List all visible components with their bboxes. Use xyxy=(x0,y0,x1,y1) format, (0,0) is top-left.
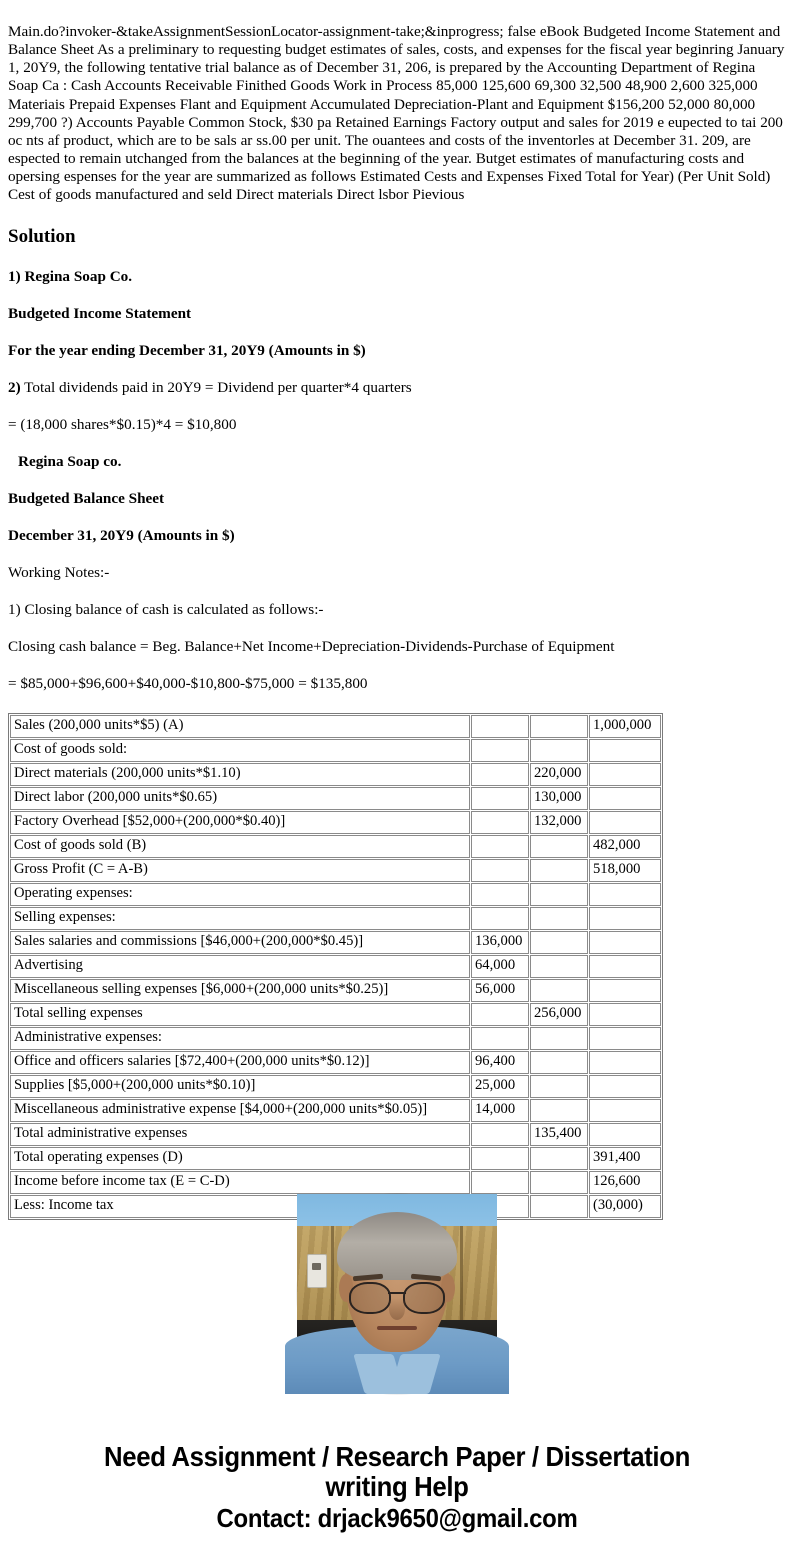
photo-eyeglass-right xyxy=(403,1282,445,1314)
row-amount-col2 xyxy=(530,955,588,978)
row-label-cell: Office and officers salaries [$72,400+(200,000 units*$0.12)] xyxy=(10,1051,470,1074)
solution-item-2-number: 2) xyxy=(8,378,21,396)
row-amount-col3 xyxy=(589,1123,661,1146)
row-amount-col1 xyxy=(471,1171,529,1194)
row-label-cell: Miscellaneous administrative expense [$4,000+(200,000 units*$0.05)] xyxy=(10,1099,470,1122)
row-amount-col3: 518,000 xyxy=(589,859,661,882)
row-amount-col2: 135,400 xyxy=(530,1123,588,1146)
promo-contact: Contact: drjack9650@gmail.com xyxy=(216,1502,578,1533)
row-amount-col2 xyxy=(530,979,588,1002)
row-amount-col3 xyxy=(589,955,661,978)
row-amount-col2 xyxy=(530,1171,588,1194)
table-row xyxy=(10,883,661,906)
solution-item-1-text: Regina Soap Co. xyxy=(20,267,133,285)
table-row xyxy=(10,1099,661,1122)
row-amount-col2 xyxy=(530,1147,588,1170)
row-amount-col3: 126,600 xyxy=(589,1171,661,1194)
solution-item-2-text: Total dividends paid in 20Y9 = Dividend per quarter*4 quarters xyxy=(20,378,412,396)
income-statement-table xyxy=(8,713,663,1220)
row-amount-col1 xyxy=(471,1003,529,1026)
row-label-cell: Total selling expenses xyxy=(10,1003,470,1026)
row-amount-col3 xyxy=(589,883,661,906)
row-amount-col1 xyxy=(471,1027,529,1050)
row-label-cell: Cost of goods sold: xyxy=(10,739,470,762)
row-amount-col3 xyxy=(589,787,661,810)
row-amount-col2: 220,000 xyxy=(530,763,588,786)
table-row xyxy=(10,739,661,762)
solution-item-2 xyxy=(8,378,786,397)
row-label-cell: Advertising xyxy=(10,955,470,978)
row-amount-col3: (30,000) xyxy=(589,1195,661,1218)
row-label-cell: Miscellaneous selling expenses [$6,000+(200,000 units*$0.25)] xyxy=(10,979,470,1002)
photo-eyeglass-left xyxy=(349,1282,391,1314)
row-amount-col2 xyxy=(530,739,588,762)
row-amount-col2 xyxy=(530,835,588,858)
table-row xyxy=(10,931,661,954)
income-statement-table-container xyxy=(0,713,794,1213)
income-statement-heading: Budgeted Income Statement xyxy=(8,304,192,322)
row-amount-col1: 96,400 xyxy=(471,1051,529,1074)
table-row xyxy=(10,1027,661,1050)
row-amount-col1 xyxy=(471,835,529,858)
table-row xyxy=(10,1075,661,1098)
photo-mouth xyxy=(377,1326,417,1330)
row-amount-col3 xyxy=(589,1099,661,1122)
row-amount-col3 xyxy=(589,907,661,930)
row-amount-col1 xyxy=(471,787,529,810)
row-amount-col2 xyxy=(530,1051,588,1074)
row-amount-col3 xyxy=(589,1003,661,1026)
row-amount-col2: 256,000 xyxy=(530,1003,588,1026)
row-amount-col1 xyxy=(471,739,529,762)
row-amount-col3 xyxy=(589,763,661,786)
row-amount-col3 xyxy=(589,1027,661,1050)
row-amount-col2: 132,000 xyxy=(530,811,588,834)
row-amount-col1 xyxy=(471,859,529,882)
photo-eyeglass-bridge xyxy=(388,1292,406,1294)
row-amount-col2 xyxy=(530,1075,588,1098)
row-label-cell: Sales (200,000 units*$5) (A) xyxy=(10,715,470,738)
table-row xyxy=(10,1123,661,1146)
solution-section xyxy=(0,226,794,693)
row-amount-col1: 136,000 xyxy=(471,931,529,954)
table-row xyxy=(10,835,661,858)
balance-sheet-date: December 31, 20Y9 (Amounts in $) xyxy=(8,526,235,544)
photo-wall-seam-left xyxy=(331,1226,334,1330)
row-label-cell: Gross Profit (C = A-B) xyxy=(10,859,470,882)
closing-cash-formula: Closing cash balance = Beg. Balance+Net Income+Depreciation-Dividends-Purchase of Equipment xyxy=(8,637,615,655)
row-amount-col1 xyxy=(471,763,529,786)
row-amount-col1: 14,000 xyxy=(471,1099,529,1122)
row-amount-col3 xyxy=(589,979,661,1002)
row-amount-col1 xyxy=(471,1147,529,1170)
row-amount-col1 xyxy=(471,907,529,930)
working-note-1: 1) Closing balance of cash is calculated as follows:- xyxy=(8,600,324,618)
table-body xyxy=(10,715,661,1218)
row-amount-col1: 56,000 xyxy=(471,979,529,1002)
table-row xyxy=(10,787,661,810)
photo-nose xyxy=(389,1298,405,1320)
row-amount-col3: 391,400 xyxy=(589,1147,661,1170)
row-amount-col3 xyxy=(589,1075,661,1098)
income-statement-period: For the year ending December 31, 20Y9 (Amounts in $) xyxy=(8,341,366,359)
row-amount-col1 xyxy=(471,715,529,738)
row-amount-col2 xyxy=(530,1099,588,1122)
row-amount-col2 xyxy=(530,859,588,882)
promo-line-2: writing Help xyxy=(325,1470,469,1502)
table-row xyxy=(10,907,661,930)
row-amount-col2 xyxy=(530,931,588,954)
row-amount-col2: 130,000 xyxy=(530,787,588,810)
page-root xyxy=(0,15,794,1552)
table-row xyxy=(10,811,661,834)
row-label-cell: Operating expenses: xyxy=(10,883,470,906)
solution-heading: Solution xyxy=(8,226,76,248)
row-amount-col1: 25,000 xyxy=(471,1075,529,1098)
row-amount-col3 xyxy=(589,739,661,762)
company-name: Regina Soap co. xyxy=(18,452,122,470)
dividend-calculation: = (18,000 shares*$0.15)*4 = $10,800 xyxy=(8,415,237,433)
row-label-cell: Cost of goods sold (B) xyxy=(10,835,470,858)
avatar xyxy=(297,1194,497,1394)
row-amount-col2 xyxy=(530,1027,588,1050)
row-amount-col2 xyxy=(530,883,588,906)
row-label-cell: Less: Income tax xyxy=(10,1195,470,1218)
working-notes-label: Working Notes:- xyxy=(8,563,110,581)
table-row xyxy=(10,715,661,738)
row-amount-col3 xyxy=(589,1051,661,1074)
avatar-zone xyxy=(0,1194,794,1394)
row-amount-col2 xyxy=(530,907,588,930)
row-label-cell: Factory Overhead [$52,000+(200,000*$0.40)] xyxy=(10,811,470,834)
row-amount-col1 xyxy=(471,811,529,834)
table-row xyxy=(10,1171,661,1194)
solution-item-1-number: 1) xyxy=(8,267,21,285)
row-amount-col3 xyxy=(589,811,661,834)
table-row xyxy=(10,1147,661,1170)
row-label-cell: Administrative expenses: xyxy=(10,1027,470,1050)
table-row xyxy=(10,955,661,978)
row-amount-col3: 1,000,000 xyxy=(589,715,661,738)
row-label-cell: Sales salaries and commissions [$46,000+(200,000*$0.45)] xyxy=(10,931,470,954)
table-row xyxy=(10,763,661,786)
promo-footer xyxy=(0,1442,794,1552)
balance-sheet-heading: Budgeted Balance Sheet xyxy=(8,489,165,507)
table-row xyxy=(10,1003,661,1026)
row-label-cell: Total operating expenses (D) xyxy=(10,1147,470,1170)
photo-light-switch xyxy=(307,1254,327,1288)
intro-paragraph: Main.do?invoker-&takeAssignmentSessionLocator-assignment-take;&inprogress; false eBook Budgeted Income Statement and Balance Sheet As a preliminary to requesting budget estimates of sales, costs, and expenses for the fiscal year beginring January 1, 20Y9, the following tentative trial balance as of December 31, 206, is prepared by the Accounting Department of Regina Soap Ca : Cash Accounts Receivable Finithed Goods Work in Process 85,000 125,600 69,300 32,500 48,900 2,600 325,000 Materiais Prepaid Expenses Flant and Equipment Accumulated Depreciation-Plant and Equipment $156,200 52,000 80,000 299,700 ?) Accounts Payable Common Stock, $30 pa Retained Earnings Factory output and sales for 2019 e eupected to tai 200 oc nts af product, which are to be sals ar ss.00 per unit. The ouantees and costs of the inventorles at December 31. 209, are espected to remain utchanged from the balances at the beginning of the year. Butget estimates of manufacturing costs and opersing espenses for the year are summarized as follows Estimated Cests and Expenses Fixed Total for Year) (Per Unit Sold) Cest of goods manufactured and seld Direct materials Direct lsbor Pievious xyxy=(8,23,785,204)
row-label-cell: Selling expenses: xyxy=(10,907,470,930)
row-amount-col3: 482,000 xyxy=(589,835,661,858)
row-amount-col1 xyxy=(471,883,529,906)
row-amount-col1 xyxy=(471,1123,529,1146)
row-label-cell: Direct labor (200,000 units*$0.65) xyxy=(10,787,470,810)
table-row xyxy=(10,979,661,1002)
row-amount-col2 xyxy=(530,715,588,738)
photo-wall-seam-right xyxy=(460,1226,463,1330)
row-label-cell: Total administrative expenses xyxy=(10,1123,470,1146)
row-label-cell: Income before income tax (E = C-D) xyxy=(10,1171,470,1194)
promo-line-1: Need Assignment / Research Paper / Dissertation xyxy=(104,1440,690,1472)
row-amount-col1: 64,000 xyxy=(471,955,529,978)
row-label-cell: Direct materials (200,000 units*$1.10) xyxy=(10,763,470,786)
solution-item-1 xyxy=(8,267,786,286)
row-amount-col3 xyxy=(589,931,661,954)
row-label-cell: Supplies [$5,000+(200,000 units*$0.10)] xyxy=(10,1075,470,1098)
closing-cash-value: = $85,000+$96,600+$40,000-$10,800-$75,000 = $135,800 xyxy=(8,674,368,692)
table-row xyxy=(10,859,661,882)
table-row xyxy=(10,1051,661,1074)
